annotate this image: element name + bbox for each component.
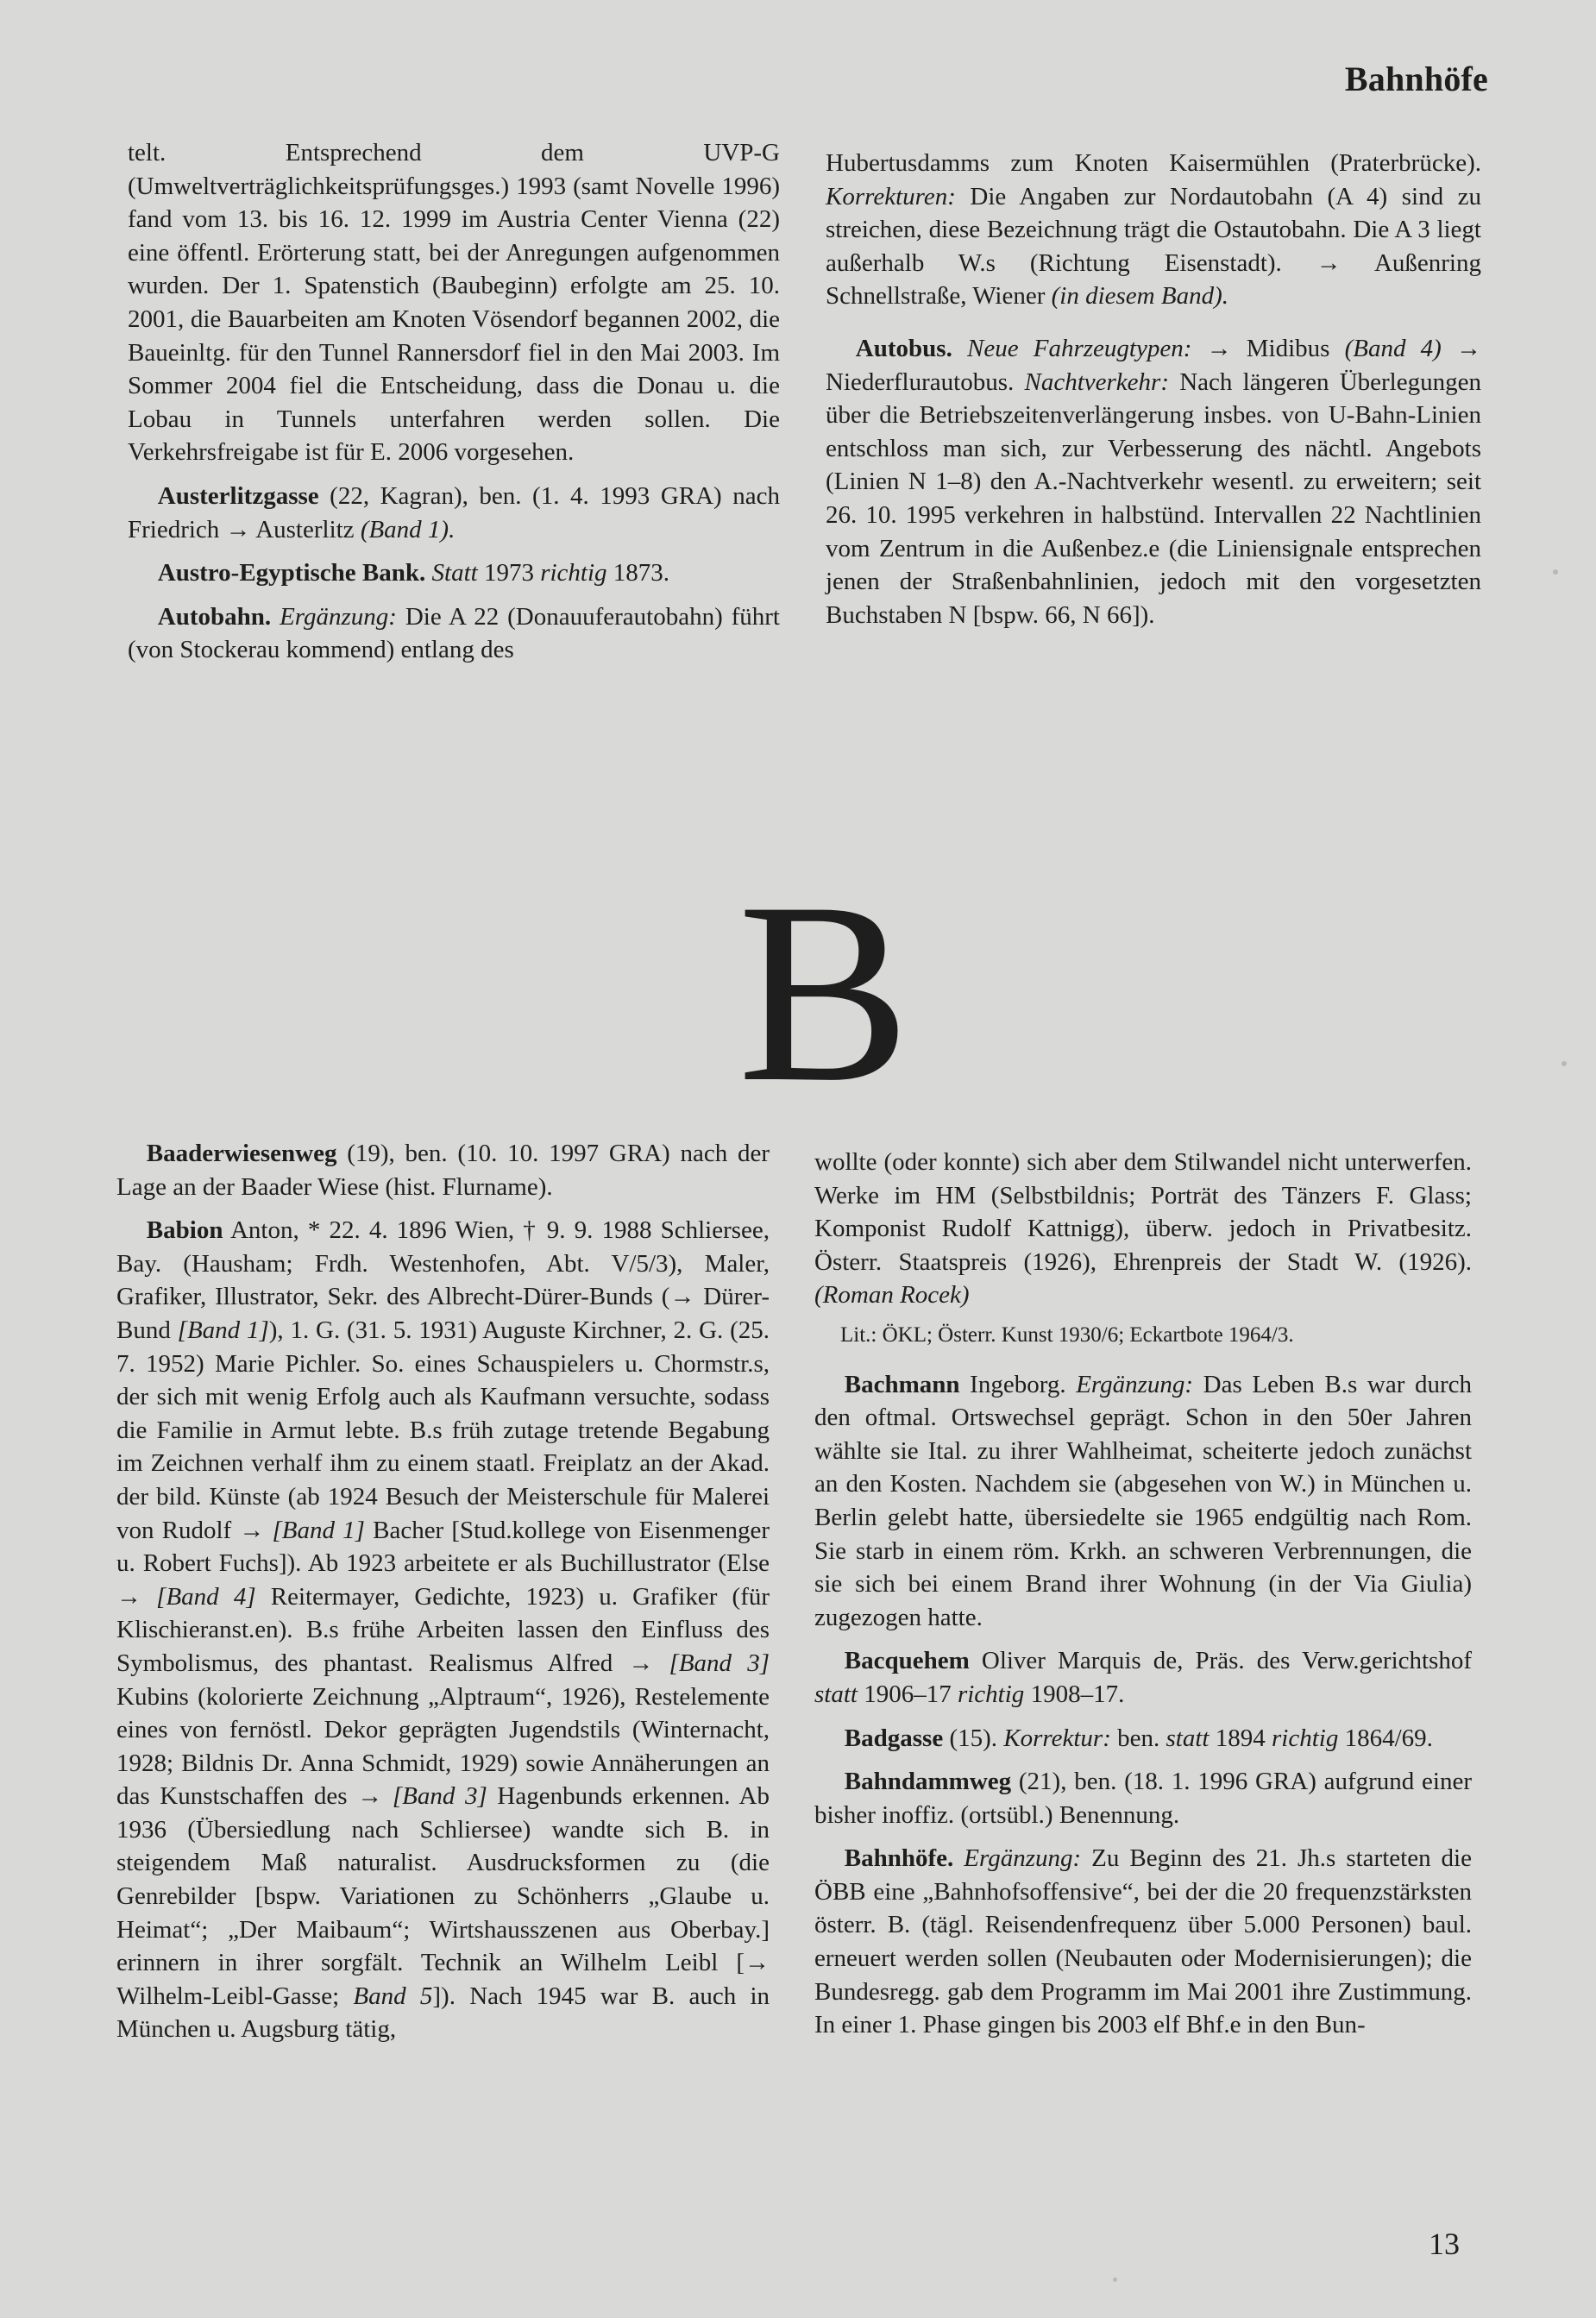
headword: Bacquehem (844, 1647, 970, 1675)
entry-austro-egyptische-bank: Austro-Egyptische Bank. Statt 1973 richtig 1873. (157, 559, 670, 587)
column-top-right (826, 147, 1481, 631)
section-letter: B (738, 849, 911, 1135)
headword: Babion (146, 1216, 223, 1245)
headword: Badgasse (844, 1724, 944, 1752)
entry-bahnhoefe: Bahnhöfe. Ergänzung: Zu Beginn des 21. Jh.s starteten die ÖBB eine „Bahnhofsoffensive“, bei der die 20 frequenzstärksten österr. B. (tägl. Reisendenfrequenz über 5.000 Personen) baul. erneuert werden sollen (Neubauten oder Modernisierungen); die Bundesregg. gab dem Programm im Mai 2001 ihre Zustimmung. In einer 1. Phase gingen bis 2003 elf Bhf.e in den Bun- (814, 1844, 1472, 2039)
entry-badgasse: Badgasse (15). Korrektur: ben. statt 1894 richtig 1864/69. (844, 1724, 1433, 1752)
headword: Bachmann (844, 1370, 960, 1398)
literature-reference: Lit.: ÖKL; Österr. Kunst 1930/6; Eckartbote 1964/3. (840, 1322, 1294, 1347)
column-top-left (128, 136, 780, 667)
paragraph-continued: wollte (oder konnte) sich aber dem Stilwandel nicht unterwerfen. Werke im HM (Selbstbildnis; Porträt des Tänzers F. Glass; Komponist Rudolf Kattnigg), überw. jedoch in Privatbesitz. Österr. Staatspreis (1926), Ehrenpreis der Stadt W. (1926). (Roman Rocek) (814, 1148, 1472, 1310)
entry-bahndammweg: Bahndammweg (21), ben. (18. 1. 1996 GRA) aufgrund einer bisher inoffiz. (ortsübl.) Benennung. (814, 1768, 1472, 1829)
headword: Austro-Egyptische Bank. (157, 559, 426, 587)
paragraph-continued: Hubertusdamms zum Knoten Kaisermühlen (Praterbrücke). Korrekturen: Die Angaben zur Nordautobahn (A 4) sind zu streichen, diese Bezeichnung trägt die Ostautobahn. Die A 3 liegt außerhalb W.s (Richtung Eisenstadt). → Außenring Schnellstraße, Wiener (in diesem Band). (826, 149, 1481, 311)
entry-austerlitzgasse: Austerlitzgasse (22, Kagran), ben. (1. 4. 1993 GRA) nach Friedrich → Austerlitz (Band 1). (128, 481, 780, 543)
column-bottom-right (814, 1146, 1472, 2042)
entry-baaderwiesenweg: Baaderwiesenweg (19), ben. (10. 10. 1997 GRA) nach der Lage an der Baader Wiese (hist. Flurname). (116, 1140, 770, 1201)
running-head: Bahnhöfe (1344, 60, 1488, 98)
scan-speck (1553, 569, 1558, 575)
scan-speck (1561, 1061, 1567, 1066)
headword: Bahnhöfe. (844, 1844, 954, 1873)
entry-bachmann: Bachmann Ingeborg. Ergänzung: Das Leben B.s war durch den oftmal. Ortswechsel geprägt. Schon in den 50er Jahren wählte sie Ital. zu ihrer Wahlheimat, scheiterte jedoch zunächst an den Kosten. Nachdem sie (abgesehen von W.) in München u. Berlin gelebt hatte, übersiedelte sie 1965 endgültig nach Rom. Sie starb in einem röm. Krkh. an schweren Verbrennungen, die sie sich bei einem Brand ihrer Wohnung (in der Via Giulia) zugezogen hatte. (814, 1370, 1473, 1631)
entry-bacquehem: Bacquehem Oliver Marquis de, Präs. des Verw.gerichtshof statt 1906–17 richtig 1908–17. (814, 1647, 1472, 1708)
headword: Austerlitzgasse (157, 481, 319, 510)
page-number: 13 (1429, 2227, 1460, 2261)
headword: Baaderwiesenweg (146, 1140, 337, 1167)
paragraph-continued: telt. Entsprechend dem UVP-G (Umweltverträglichkeitsprüfungsges.) 1993 (samt Novelle 1996) fand vom 13. bis 16. 12. 1999 im Austria Center Vienna (22) eine öffentl. Erörterung statt, bei der Anregungen aufgenommen wurden. Der 1. Spatenstich (Baubeginn) erfolgte am 25. 10. 2001, die Bauarbeiten am Knoten Vösendorf begannen 2002, die Baueinltg. für den Tunnel Rannersdorf fiel in den Mai 2003. Im Sommer 2004 fiel die Entscheidung, dass die Donau u. die Lobau in Tunnels unterfahren werden sollen. Die Verkehrsfreigabe ist für E. 2006 vorgesehen. (128, 139, 780, 467)
entry-autobahn: Autobahn. Ergänzung: Die A 22 (Donauuferautobahn) führt (von Stockerau kommend) entlang des (128, 602, 780, 664)
headword: Autobahn. (157, 602, 272, 631)
author-signature: (Roman Rocek) (814, 1281, 970, 1310)
scan-speck (1113, 2277, 1117, 2282)
headword: Autobus. (855, 334, 952, 362)
entry-babion: Babion Anton, * 22. 4. 1896 Wien, † 9. 9. 1988 Schliersee, Bay. (Hausham; Frdh. Westenhofen, Abt. V/5/3), Maler, Grafiker, Illustrator, Sekr. des Albrecht-Dürer-Bunds (→ Dürer-Bund [Band 1]), 1. G. (31. 5. 1931) Auguste Kirchner, 2. G. (25. 7. 1952) Marie Pichler. So. eines Schauspielers u. Chormstr.s, der sich mit wenig Erfolg auch als Kaufmann versuchte, sodass die Familie in Armut lebte. B.s früh zutage tretende Begabung im Zeichnen verhalf ihm zu einem staatl. Freiplatz an der Akad. der bild. Künste (ab 1924 Besuch der Meisterschule für Malerei von Rudolf → [Band 1] Bacher [Stud.kollege von Eisenmenger u. Robert Fuchs]). Ab 1923 arbeitete er als Buchillustrator (Else → [Band 4] Reitermayer, Gedichte, 1923) u. Grafiker (für Klischieranst.en). B.s frühe Arbeiten lassen den Einfluss des Symbolismus, des phantast. Realismus Alfred → [Band 3] Kubins (kolorierte Zeichnung „Alptraum“, 1926), Restelemente eines von fernöstl. Dekor geprägten Jugendstils (Winternacht, 1928; Bildnis Dr. Anna Schmidt, 1929) sowie Annäherungen an das Kunstschaffen des → [Band 3] Hagenbunds erkennen. Ab 1936 (Übersiedlung nach Schliersee) wandte sich B. in steigendem Maß naturalist. Ausdrucksformen zu (die Genrebilder [bspw. Variationen zu Schönherrs „Glaube u. Heimat“; „Der Maibaum“; Wirtshausszenen aus Oberbay.] erinnern in ihrer sorgfält. Technik an Wilhelm Leibl [→ Wilhelm-Leibl-Gasse; Band 5]). Nach 1945 war B. auch in München u. Augsburg tätig, (116, 1216, 770, 2044)
column-bottom-left (116, 1137, 770, 2046)
entry-autobus: Autobus. Neue Fahrzeugtypen: → Midibus (Band 4) → Niederflurautobus. Nachtverkehr: Nach längeren Überlegungen über die Betriebszeitenverlängerung insbes. von U-Bahn-Linien entschloss man sich, zur Verbesserung des nächtl. Angebots (Linien N 1–8) den A.-Nachtverkehr wesentl. zu erweitern; seit 26. 10. 1995 verkehren in halbstünd. Intervallen 22 Nachtlinien vom Zentrum in die Außenbez.e (die Liniensignale entsprechen jenen der Straßenbahnlinien, jedoch mit den vorgesetzten Buchstaben N [bspw. 66, N 66]). (826, 334, 1482, 629)
headword: Bahndammweg (844, 1768, 1012, 1796)
